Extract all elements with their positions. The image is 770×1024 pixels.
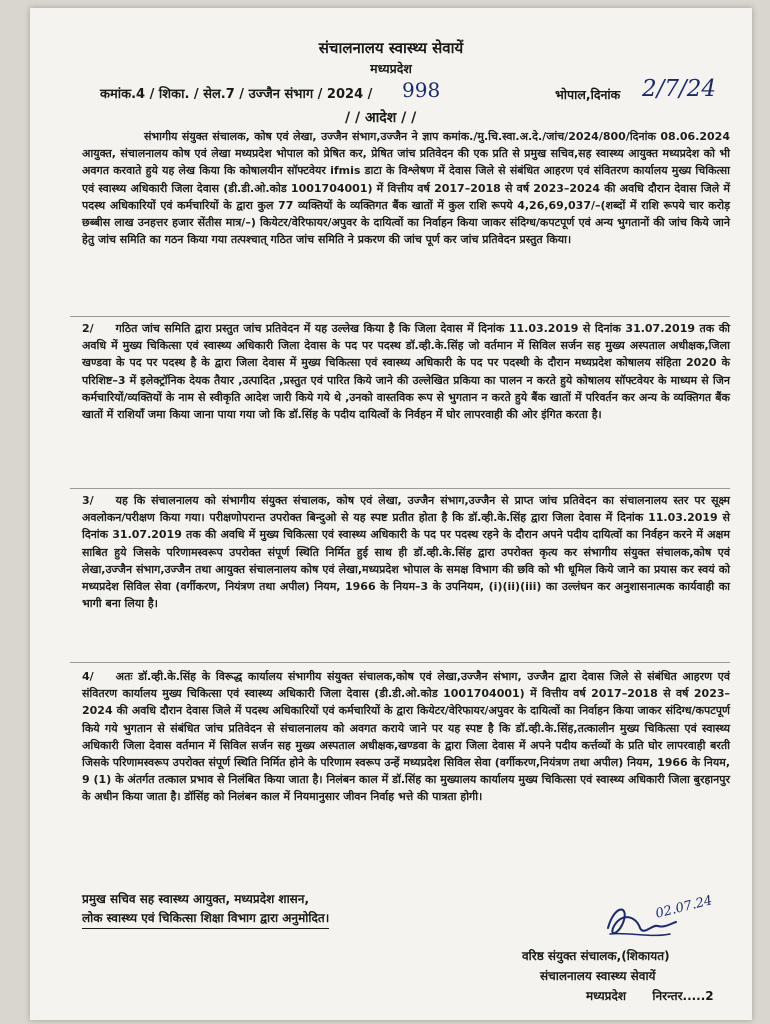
paragraph-1 bbox=[82, 128, 730, 248]
date-label: भोपाल,दिनांक bbox=[555, 87, 621, 102]
order-title: / / आदेश / / bbox=[345, 110, 417, 126]
document-page bbox=[30, 8, 752, 1020]
paragraph-2-text: गठित जांच समिति द्वारा प्रस्तुत जांच प्रतिवेदन में यह उल्लेख किया है कि जिला देवास में दिनांक 11.03.2019 से दिनांक 31.07.2019 तक की अवधि में मुख्य चिकित्सा एवं स्वास्थ्य अधिकारी जिला देवास के पद पर पदस्थ डॉ.व्ही.के.सिंह जो वर्तमान में सिविल सर्जन सह मुख्य अस्पताल अधीक्षक,जिला खण्डवा के पद पर पदस्थ है के द्वारा जिला देवास में मुख्य चिकित्सा एवं स्वास्थ्य अधिकारी के पद पर पदस्थी के दौरान मध्यप्रदेश कोषालय संहिता 2020 के परिशिष्ट–3 में इलेक्ट्रॉनिक देयक तैयार ,उत्पादित ,प्रस्तुत एवं पारित किये जाने की उल्लेखित प्रकिया का पालन न करते हुये कोषालय सॉफ्टवेयर के माध्यम से जिन कर्मचारियों/व्यक्तियों के नाम से स्वीकृति आदेश जारी किये गये थे ,उनको वास्तविक रूप से भुगतान न करते हुये बैंक खातों में परिवर्तन कर अन्य के व्यक्तिगत बैंक खातों में राशियाँ जमा किया जाना पाया गया जो कि डॉ.सिंह के पदीय दायित्वों के निर्वहन में घोर लापरवाही की ओर इंगित करता है। bbox=[82, 322, 730, 422]
paragraph-2 bbox=[82, 320, 730, 423]
handwritten-reference-number: 998 bbox=[402, 78, 441, 102]
section-divider bbox=[70, 488, 730, 489]
signature-date: 02.07.24 bbox=[654, 893, 714, 922]
paragraph-4 bbox=[82, 668, 730, 806]
paragraph-number: 2/ bbox=[82, 322, 94, 335]
handwritten-date: 2/7/24 bbox=[642, 76, 717, 102]
state-heading: मध्यप्रदेश bbox=[370, 61, 412, 76]
paragraph-3 bbox=[82, 492, 730, 612]
reference-line: कमांक.4 / शिका. / सेल.7 / उज्जैन संभाग / 2024 / bbox=[100, 87, 373, 102]
paragraph-3-text: यह कि संचालनालय को संभागीय संयुक्त संचालक, कोष एवं लेखा, उज्जैन संभाग,उज्जैन से प्राप्त जांच प्रतिवेदन का संचालनालय स्तर पर सूक्ष्म अवलोकन/परीक्षण किया गया। परीक्षणोपरान्त उपरोक्त बिन्दुओ से यह स्पष्ट प्रतीत होता है कि डॉ.व्ही.के.सिंह द्वारा जिला देवास में दिनांक 11.03.2019 से दिनांक 31.07.2019 तक की अवधि में मुख्य चिकित्सा एवं स्वास्थ्य अधिकारी के पद पर पदस्थ रहने के दौरान अपने पदीय दायित्वों का निर्वहन करने में अक्षम साबित हुये जिसके परिणामस्वरूप उपरोक्त संपूर्ण स्थिति निर्मित हुई साथ ही डॉ.व्ही.के.सिंह द्वारा उपरोक्त कृत्य कर संभागीय संयुक्त संचालक,कोष एवं लेखा,उज्जैन संभाग,उज्जैन तथा आयुक्त संचालनालय कोष एवं लेखा,मध्यप्रदेश भोपाल के समक्ष विभाग की छवि को भी धूमिल किये जाने का प्रयास कर स्वयं को मध्यप्रदेश सिविल सेवा (वर्गीकरण, नियंत्रण तथा अपील) नियम, 1966 के नियम–3 के उपनियम, (i)(ii)(iii) का उल्लंघन कर अनुशासनात्मक कार्यवाही का भागी बना लिया है। bbox=[82, 494, 730, 611]
signoff-block bbox=[500, 946, 730, 1006]
section-divider bbox=[70, 316, 730, 317]
approval-line-1: प्रमुख सचिव सह स्वास्थ्य आयुक्त, मध्यप्रदेश शासन, bbox=[82, 892, 310, 906]
section-divider bbox=[70, 662, 730, 663]
paragraph-number: 4/ bbox=[82, 670, 94, 683]
paragraph-number: 3/ bbox=[82, 494, 94, 507]
signatory-state: मध्यप्रदेश bbox=[586, 989, 627, 1003]
office-heading: संचालनालय स्वास्थ्य सेवायें bbox=[318, 39, 464, 57]
paragraph-1-text: संभागीय संयुक्त संचालक, कोष एवं लेखा, उज्जैन संभाग,उज्जैन ने ज्ञाप कमांक./मु.चि.स्वा.अ.दे./जांच/2024/800/दिनांक 08.06.2024 आयुक्त, संचालनालय कोष एवं लेखा मध्यप्रदेश भोपाल को प्रेषित कर, प्रेषित जांच प्रतिवेदन की एक प्रति से प्रमुख सचिव,सह स्वास्थ्य आयुक्त मध्यप्रदेश को भी अवगत करवाते हुये यह लेख किया कि कोषालयीन सॉफ्टवेयर ifmis डाटा के विश्लेषण में देवास जिले से संबंधित आहरण एवं संवितरण कार्यालय मुख्य चिकित्सा एवं स्वास्थ्य अधिकारी जिला देवास (डी.डी.ओ.कोड 1001704001) में वित्तीय वर्ष 2017–2018 से वर्ष 2023–2024 की अवधि दौरान देवास जिले में पदस्थ अधिकारियों एवं कर्मचारियों के द्वारा कुल 77 व्यक्तियों के व्यक्तिगत बैंक खातों में कुल राशि रूपये 4,26,69,037/–(शब्दों में राशि रूपये चार करोड़ छब्बीस लाख उनहत्तर हजार सेंतीस मात्र/–) कियेटर/वेरिफायर/अपुवर के दायित्वों का निर्वाहन किया जाकर संदिग्ध/कपटपूर्ण एवं अन्य भुगतानों की जांच किये जाने हेतु जांच समिति का गठन किया गया तत्पश्चात् गठित जांच समिति ने प्रकरण की जांच पूर्ण कर जांच प्रतिवेदन प्रस्तुत किया। bbox=[82, 130, 730, 247]
signatory-office: संचालनालय स्वास्थ्य सेवायें bbox=[540, 969, 656, 983]
approval-line-2: लोक स्वास्थ्य एवं चिकित्सा शिक्षा विभाग द्वारा अनुमोदित। bbox=[82, 909, 329, 929]
signatory-designation: वरिष्ठ संयुक्त संचालक,(शिकायत) bbox=[522, 949, 670, 963]
approval-note bbox=[82, 890, 329, 929]
continued-marker: निरन्तर.....2 bbox=[652, 989, 714, 1003]
paragraph-4-text: अतः डॉ.व्ही.के.सिंह के विरूद्ध कार्यालय संभागीय संयुक्त संचालक,कोष एवं लेखा,उज्जैन संभाग, उज्जैन द्वारा देवास जिले से संबंधित आहरण एवं संवितरण कार्यालय मुख्य चिकित्सा एवं स्वास्थ्य अधिकारी जिला देवास (डी.डी.ओ.कोड 1001704001) में वित्तीय वर्ष 2017–2018 से वर्ष 2023–2024 की अवधि दौरान देवास जिले में पदस्थ अधिकारियों एवं कर्मचारियों के द्वारा कियेटर/वेरिफायर/अपुवर के दायित्वों का निर्वाहन किया जाकर संदिग्ध/कपटपूर्ण किये गये भुगतान से संबंधित जांच प्रतिवेदन से संचालनालय को अवगत कराये जाने पर यह स्पष्ट है कि डॉ.व्ही.के.सिंह,तत्कालीन मुख्य चिकित्सा एवं स्वास्थ्य अधिकारी जिला देवास वर्तमान में सिविल सर्जन सह मुख्य अस्पताल अधीक्षक,खण्डवा के द्वारा जिला देवास में अपने पदीय कर्त्तव्यों के प्रति घोर लापरवाही बरती जिसके परिणामस्वरूप उपरोक्त संपूर्ण स्थिति निर्मित होने के परिणाम स्वरूप उन्हें मध्यप्रदेश सिविल सेवा (वर्गीकरण,नियंत्रण तथा अपील) नियम, 1966 के नियम, 9 (1) के अंतर्गत तत्काल प्रभाव से निलंबित किया जाता है। निलंबन काल में डॉ.सिंह का मुख्यालय कार्यालय मुख्य चिकित्सा एवं स्वास्थ्य अधिकारी जिला बुरहानपुर के अधीन किया जाता है। डॉसिंह को निलंबन काल में नियमानुसार जीवन निर्वाह भत्ते की पात्रता होगी। bbox=[82, 670, 730, 804]
